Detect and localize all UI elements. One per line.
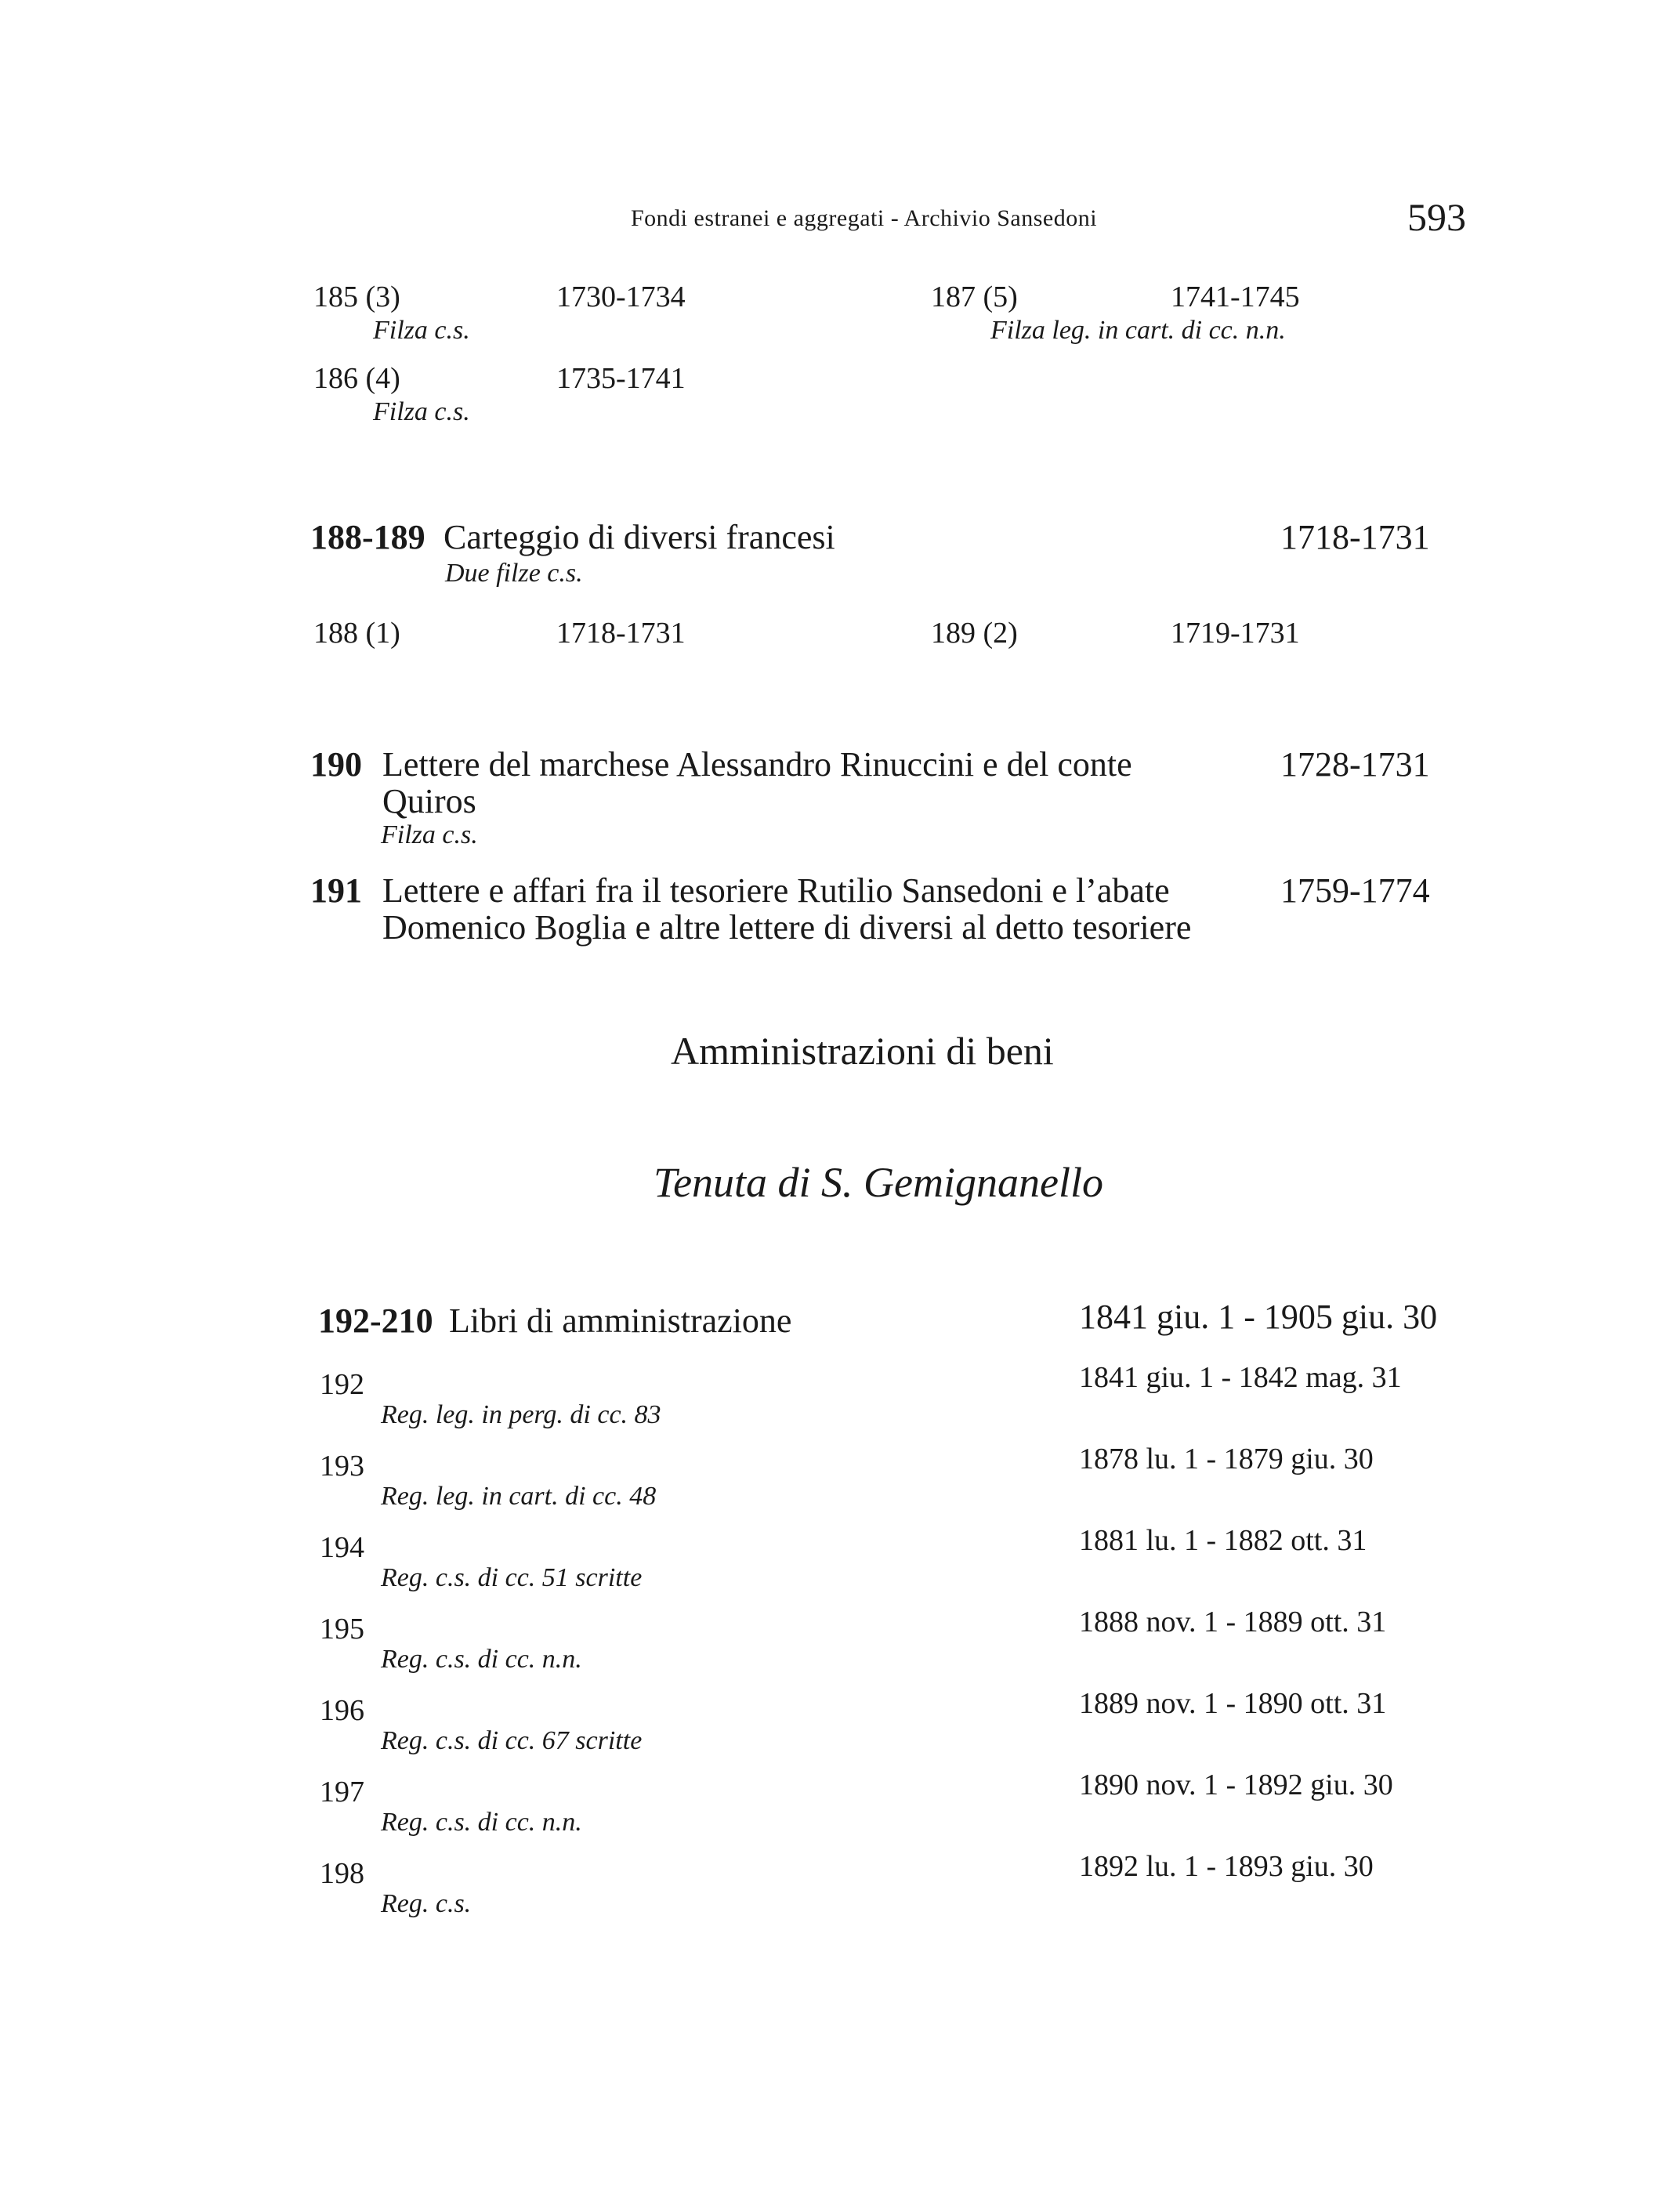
row-193-number: 193	[320, 1450, 364, 1483]
row-196-date: 1889 nov. 1 - 1890 ott. 31	[1079, 1687, 1387, 1720]
entry-188-189-date: 1718-1731	[1280, 518, 1430, 556]
row-197-date: 1890 nov. 1 - 1892 giu. 30	[1079, 1769, 1393, 1801]
item-188-date: 1718-1731	[556, 617, 686, 650]
subsection-title: Tenuta di S. Gemignanello	[654, 1159, 1103, 1206]
entry-190-desc: Filza c.s.	[381, 820, 478, 849]
entry-191-line2: Domenico Boglia e altre lettere di diversi al detto tesoriere	[382, 908, 1192, 947]
item-189-number: 189 (2)	[931, 617, 1018, 650]
item-186-number: 186 (4)	[313, 362, 400, 395]
item-185-number: 185 (3)	[313, 281, 400, 313]
entry-191-number: 191	[310, 871, 362, 910]
row-195-desc: Reg. c.s. di cc. n.n.	[381, 1645, 582, 1674]
row-192-number: 192	[320, 1368, 364, 1401]
entry-190-line2: Quiros	[382, 782, 476, 820]
item-187-desc: Filza leg. in cart. di cc. n.n.	[990, 316, 1286, 345]
page-number: 593	[1407, 195, 1466, 239]
row-193-desc: Reg. leg. in cart. di cc. 48	[381, 1482, 657, 1511]
entry-191-date: 1759-1774	[1280, 871, 1430, 910]
entry-191-line1: Lettere e affari fra il tesoriere Rutilio Sansedoni e l’abate	[382, 871, 1170, 910]
entry-192-210-number: 192-210	[318, 1302, 433, 1340]
item-185-date: 1730-1734	[556, 281, 686, 313]
row-194-date: 1881 lu. 1 - 1882 ott. 31	[1079, 1524, 1367, 1557]
item-188-number: 188 (1)	[313, 617, 400, 650]
item-185-desc: Filza c.s.	[373, 316, 470, 345]
row-198-number: 198	[320, 1857, 364, 1890]
item-186-desc: Filza c.s.	[373, 397, 470, 426]
item-186-date: 1735-1741	[556, 362, 686, 395]
row-192-desc: Reg. leg. in perg. di cc. 83	[381, 1400, 661, 1429]
item-187-date: 1741-1745	[1171, 281, 1300, 313]
row-196-desc: Reg. c.s. di cc. 67 scritte	[381, 1726, 643, 1755]
running-title: Fondi estranei e aggregati - Archivio Sansedoni	[631, 205, 1098, 231]
item-189-date: 1719-1731	[1171, 617, 1300, 650]
row-197-desc: Reg. c.s. di cc. n.n.	[381, 1808, 582, 1837]
entry-190-number: 190	[310, 745, 362, 784]
row-194-number: 194	[320, 1531, 364, 1564]
row-198-date: 1892 lu. 1 - 1893 giu. 30	[1079, 1850, 1374, 1883]
row-194-desc: Reg. c.s. di cc. 51 scritte	[381, 1563, 643, 1592]
item-187-number: 187 (5)	[931, 281, 1018, 313]
entry-188-189-title: Carteggio di diversi francesi	[444, 518, 835, 556]
row-195-number: 195	[320, 1613, 364, 1646]
row-193-date: 1878 lu. 1 - 1879 giu. 30	[1079, 1443, 1374, 1475]
row-195-date: 1888 nov. 1 - 1889 ott. 31	[1079, 1606, 1387, 1638]
entry-192-210-title: Libri di amministrazione	[449, 1302, 792, 1340]
entry-188-189-desc: Due filze c.s.	[445, 559, 583, 588]
entry-190-line1: Lettere del marchese Alessandro Rinuccini e del conte	[382, 745, 1132, 784]
row-197-number: 197	[320, 1776, 364, 1808]
entry-188-189-number: 188-189	[310, 518, 425, 556]
row-196-number: 196	[320, 1694, 364, 1727]
entry-190-date: 1728-1731	[1280, 745, 1430, 784]
row-198-desc: Reg. c.s.	[381, 1889, 472, 1918]
section-title: Amministrazioni di beni	[671, 1029, 1054, 1073]
row-192-date: 1841 giu. 1 - 1842 mag. 31	[1079, 1361, 1402, 1394]
entry-192-210-date: 1841 giu. 1 - 1905 giu. 30	[1079, 1298, 1438, 1336]
